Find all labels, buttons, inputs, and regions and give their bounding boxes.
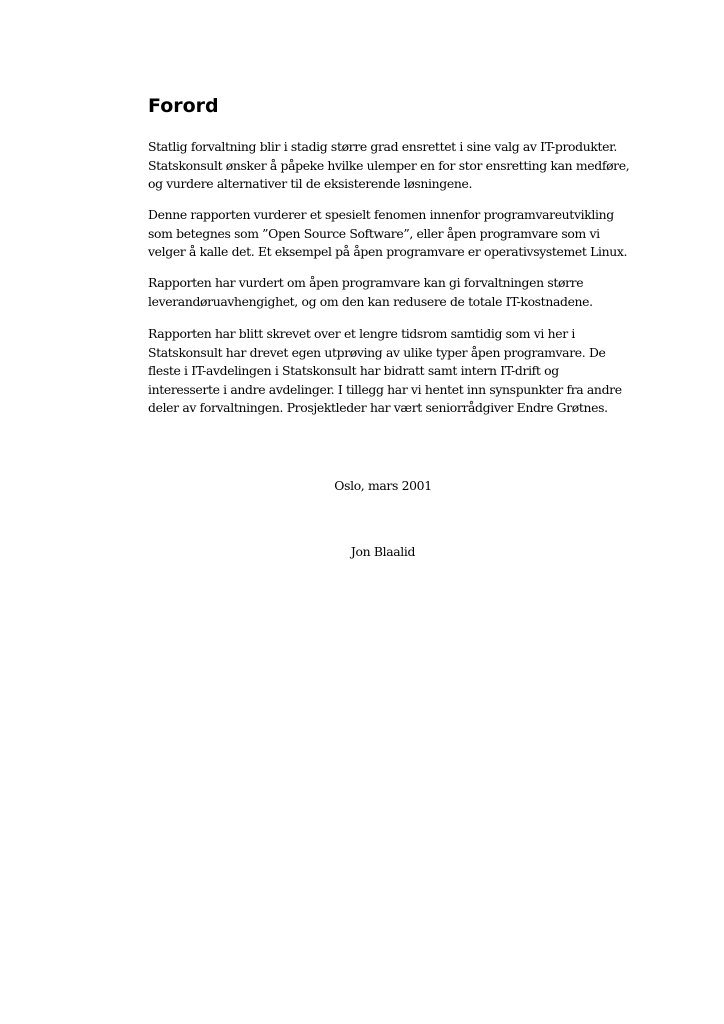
signature-name: Jon Blaalid: [350, 544, 416, 559]
paragraph-line: Statlig forvaltning blir i stadig større grad ensrettet i sine valg av IT-produkter.: [148, 139, 617, 154]
paragraph-line: Denne rapporten vurderer et spesielt fenomen innenfor programvareutvikling: [148, 207, 614, 222]
paragraph-line: velger å kalle det. Et eksempel på åpen programvare er operativsystemet Linux.: [148, 244, 628, 259]
paragraph-line: leverandøruavhengighet, og om den kan redusere de totale IT-kostnadene.: [148, 293, 593, 309]
paragraph-line: Statskonsult har drevet egen utprøving av ulike typer åpen programvare. De: [148, 344, 606, 360]
page-title: Forord: [148, 95, 219, 117]
paragraph-line: som betegnes som ”Open Source Software”, eller åpen programvare som vi: [148, 225, 600, 241]
paragraph-line: Statskonsult ønsker å påpeke hvilke ulemper en for stor ensretting kan medføre,: [148, 157, 630, 173]
paragraph-line: interesserte i andre avdelinger. I tillegg har vi hentet inn synspunkter fra andre: [148, 381, 622, 397]
paragraph-line: deler av forvaltningen. Prosjektleder har vært seniorrådgiver Endre Grøtnes.: [148, 400, 608, 415]
paragraph-line: fleste i IT-avdelingen i Statskonsult har bidratt samt intern IT-drift og: [148, 363, 559, 378]
paragraph-1: [148, 138, 628, 194]
paragraph-2: [148, 206, 628, 262]
place-and-date: Oslo, mars 2001: [334, 478, 432, 493]
paragraph-line: Rapporten har vurdert om åpen programvare kan gi forvaltningen større: [148, 275, 584, 290]
paragraph-line: og vurdere alternativer til de eksisterende løsningene.: [148, 176, 473, 191]
paragraph-3: [148, 274, 628, 311]
paragraph-line: Rapporten har blitt skrevet over et lengre tidsrom samtidig som vi her i: [148, 326, 575, 341]
paragraph-4: [148, 325, 628, 418]
